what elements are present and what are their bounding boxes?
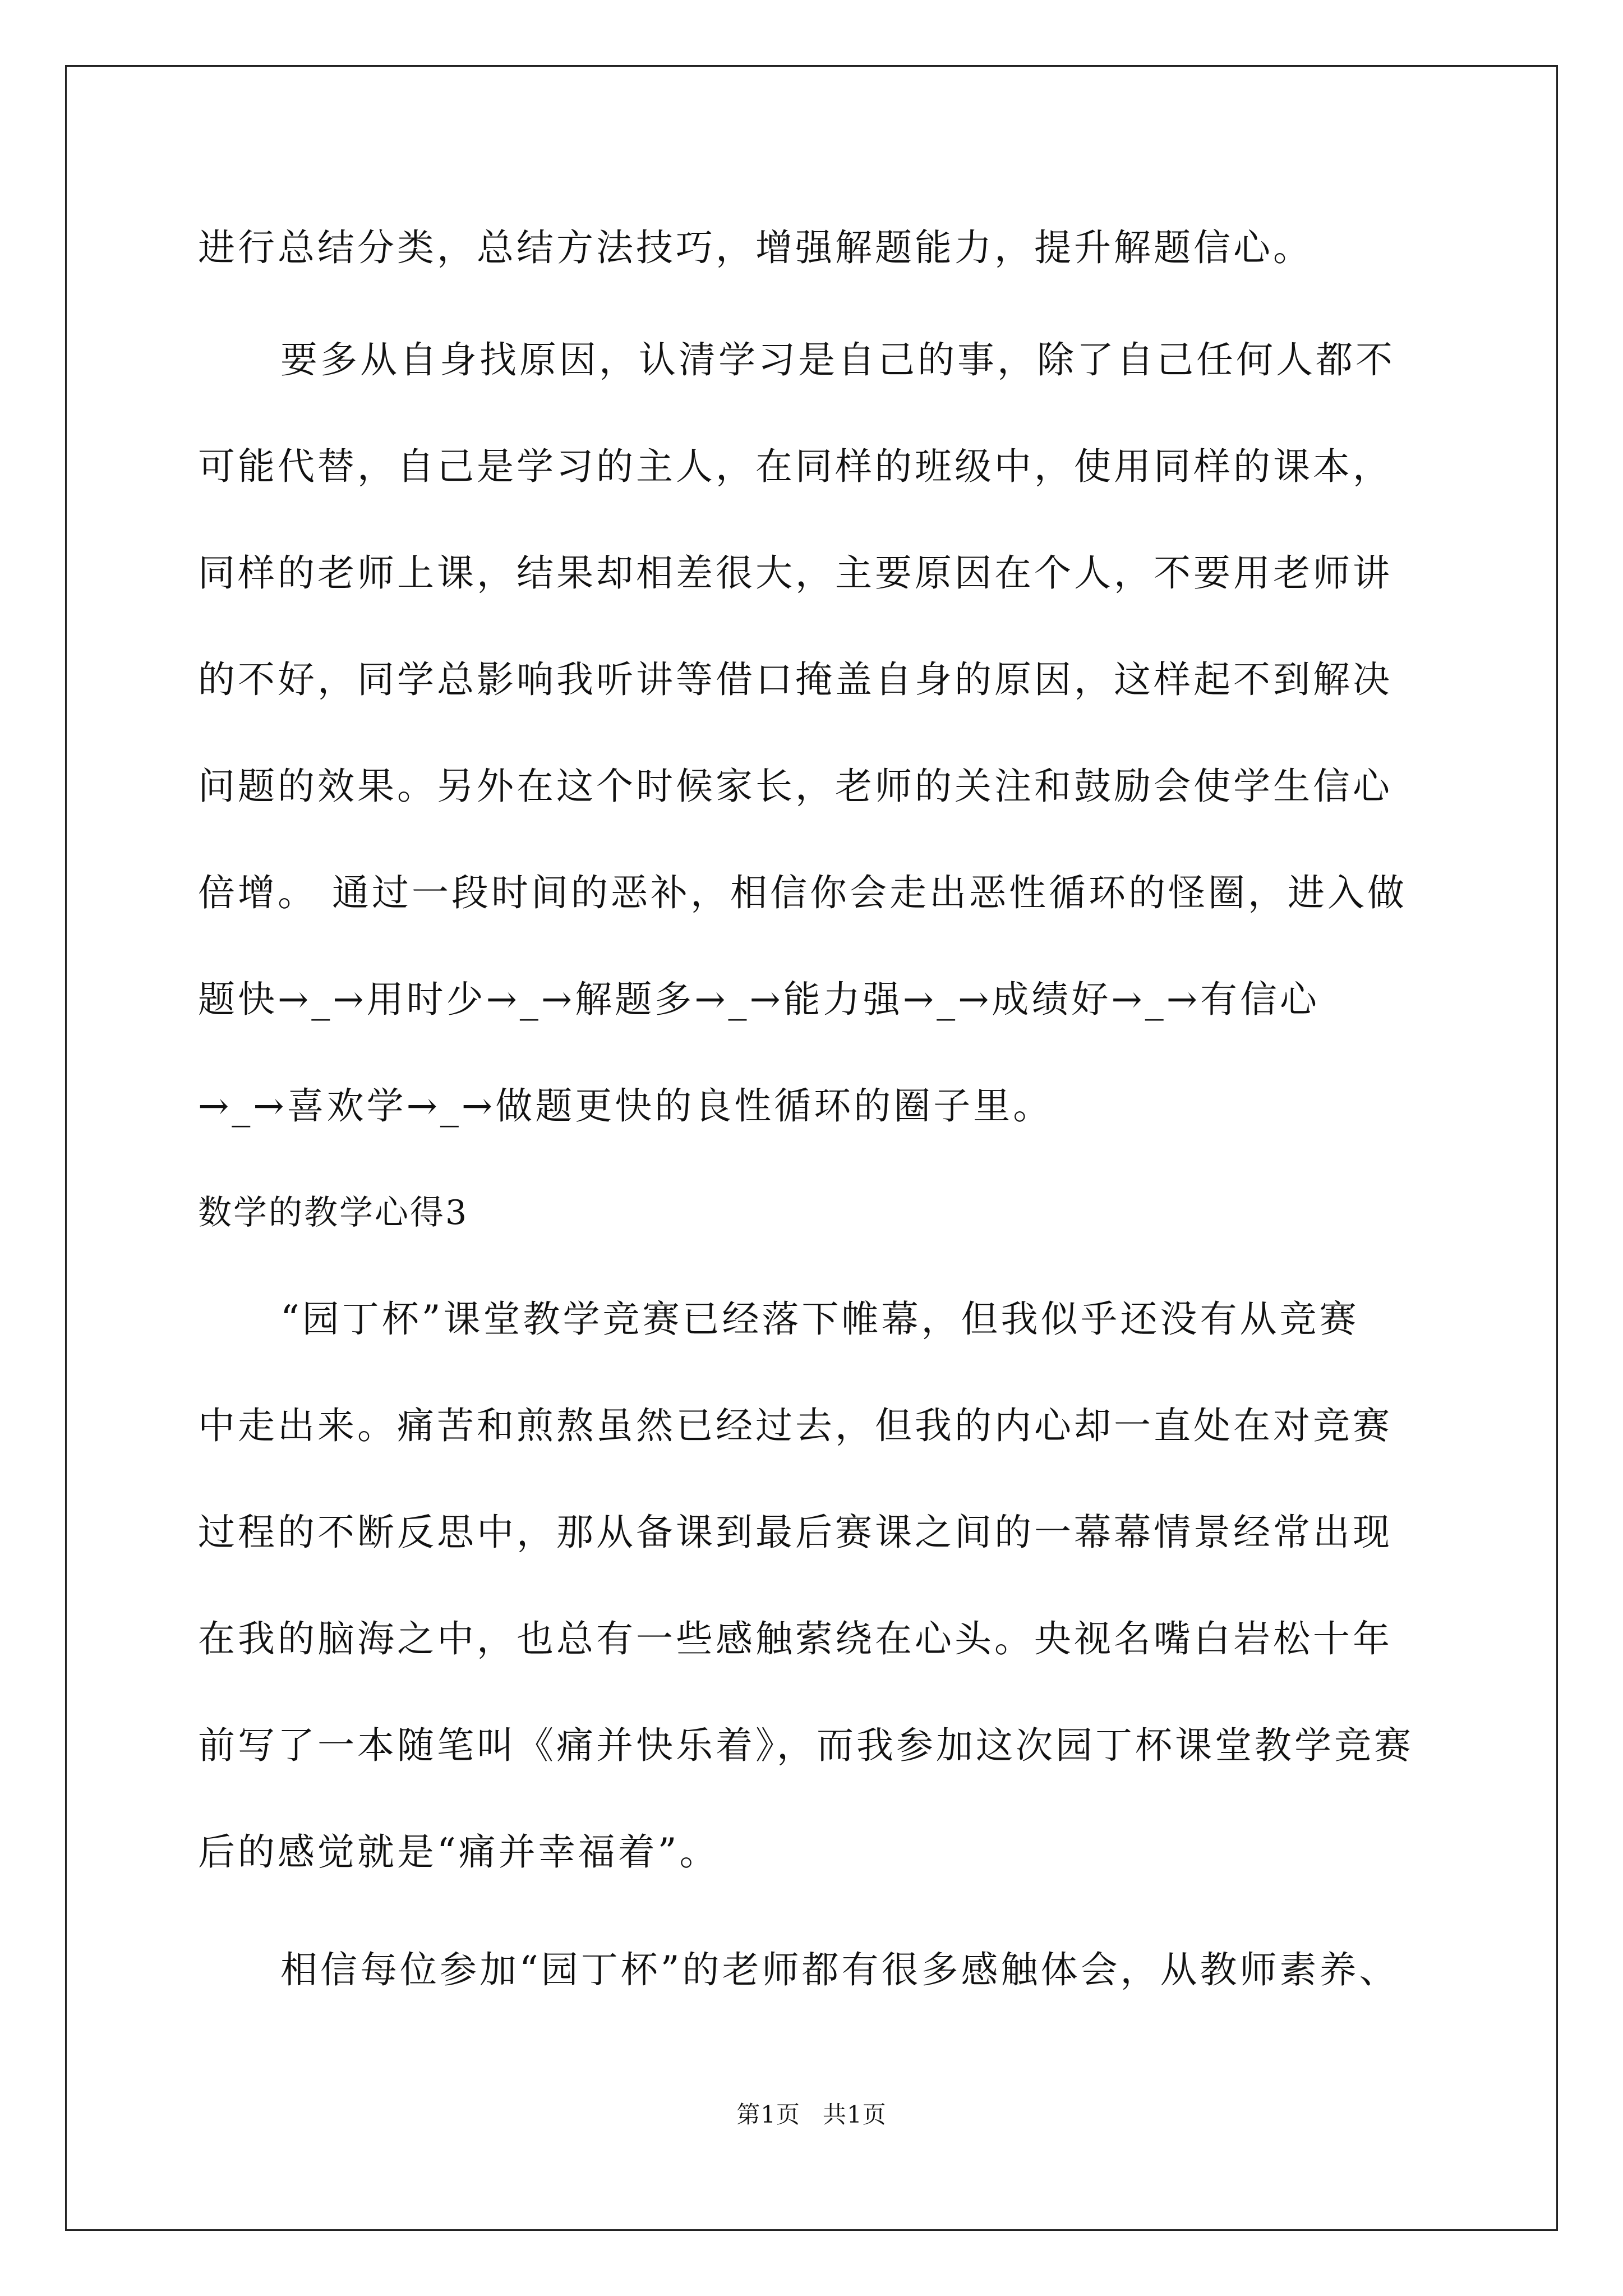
paragraph-line: 相信每位参加“园丁杯”的老师都有很多感触体会，从教师素养、	[280, 1948, 1399, 1991]
paragraph-line: 问题的效果。另外在这个时候家长，老师的关注和鼓励会使学生信心	[198, 765, 1393, 808]
page-border	[65, 65, 1558, 2231]
paragraph-line: 同样的老师上课，结果却相差很大，主要原因在个人，不要用老师讲	[198, 551, 1393, 595]
paragraph-line: 要多从自身找原因，认清学习是自己的事，除了自己任何人都不	[280, 338, 1395, 381]
paragraph-line: 后的感觉就是“痛并幸福着”。	[198, 1830, 720, 1874]
paragraph-line: 前写了一本随笔叫《痛并快乐着》，而我参加这次园丁杯课堂教学竞赛	[198, 1724, 1414, 1767]
paragraph-line: 进行总结分类，总结方法技巧，增强解题能力，提升解题信心。	[198, 226, 1313, 269]
paragraph-line: 在我的脑海之中，也总有一些感触萦绕在心头。央视名嘴白岩松十年	[198, 1617, 1393, 1660]
paragraph-line: →_→喜欢学→_→做题更快的良性循环的圈子里。	[198, 1084, 1053, 1128]
paragraph-line: 过程的不断反思中，那从备课到最后赛课之间的一幕幕情景经常出现	[198, 1511, 1393, 1554]
section-heading: 数学的教学心得3	[198, 1193, 469, 1232]
paragraph-line: 中走出来。痛苦和煎熬虽然已经过去，但我的内心却一直处在对竞赛	[198, 1404, 1393, 1447]
paragraph-line: 倍增。 通过一段时间的恶补，相信你会走出恶性循环的怪圈，进入做	[198, 871, 1407, 914]
page-footer	[0, 2098, 1623, 2132]
paragraph-line: 的不好，同学总影响我听讲等借口掩盖自身的原因，这样起不到解决	[198, 658, 1393, 701]
page-number: 第1页	[736, 2101, 800, 2128]
paragraph-line: “园丁杯”课堂教学竞赛已经落下帷幕，但我似乎还没有从竞赛	[280, 1297, 1359, 1341]
page-total: 共1页	[823, 2101, 887, 2128]
paragraph-line: 题快→_→用时少→_→解题多→_→能力强→_→成绩好→_→有信心	[198, 978, 1320, 1021]
paragraph-line: 可能代替，自己是学习的主人，在同样的班级中，使用同样的课本，	[198, 445, 1393, 488]
